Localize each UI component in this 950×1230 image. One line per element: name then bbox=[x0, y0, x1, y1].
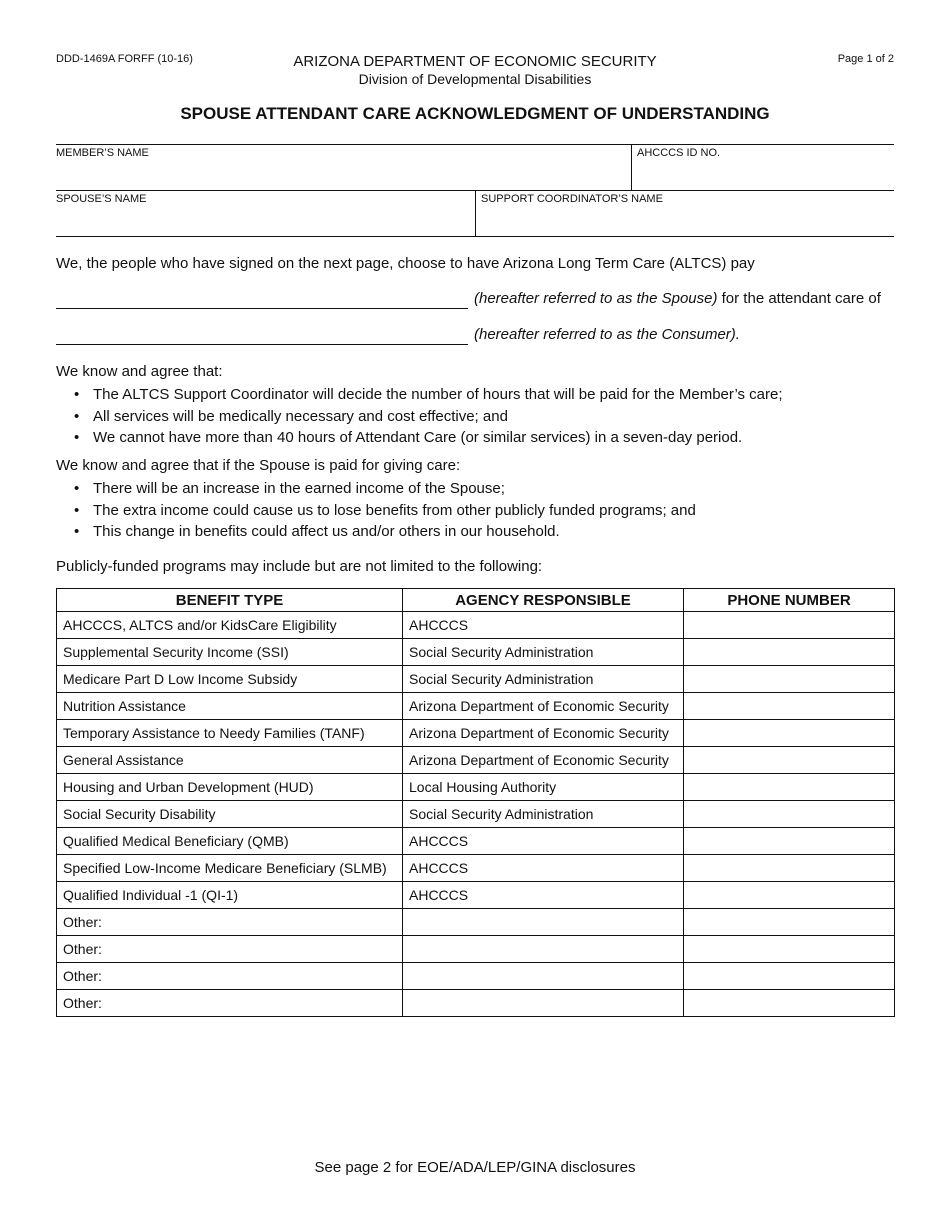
agency-cell: Arizona Department of Economic Security bbox=[403, 693, 684, 720]
agency-cell: AHCCCS bbox=[403, 882, 684, 909]
agency-cell: Social Security Administration bbox=[403, 666, 684, 693]
consumer-reference-text bbox=[474, 326, 740, 343]
benefit-type-cell: AHCCCS, ALTCS and/or KidsCare Eligibility bbox=[57, 612, 403, 639]
table-row bbox=[57, 747, 895, 774]
phone-number-input[interactable] bbox=[690, 780, 888, 795]
agency-input[interactable] bbox=[409, 969, 677, 984]
header-agency-responsible: AGENCY RESPONSIBLE bbox=[403, 589, 684, 612]
phone-number-cell[interactable] bbox=[684, 666, 895, 693]
consumer-ref-italic: (hereafter referred to as the Consumer). bbox=[474, 326, 740, 343]
table-row bbox=[57, 666, 895, 693]
agency-cell[interactable] bbox=[403, 963, 684, 990]
phone-number-cell[interactable] bbox=[684, 990, 895, 1017]
phone-number-input[interactable] bbox=[690, 699, 888, 714]
spouse-name-input[interactable] bbox=[60, 210, 471, 232]
spouse-name-label: SPOUSE’S NAME bbox=[56, 193, 147, 205]
agency-cell: Social Security Administration bbox=[403, 801, 684, 828]
agree2-heading: We know and agree that if the Spouse is paid for giving care: bbox=[56, 457, 461, 474]
table-row bbox=[57, 936, 895, 963]
programs-intro: Publicly-funded programs may include but are not limited to the following: bbox=[56, 558, 543, 575]
benefit-type-cell: Supplemental Security Income (SSI) bbox=[57, 639, 403, 666]
agency-name: ARIZONA DEPARTMENT OF ECONOMIC SECURITY bbox=[293, 53, 657, 70]
agency-cell[interactable] bbox=[403, 936, 684, 963]
agency-cell: Social Security Administration bbox=[403, 639, 684, 666]
agency-cell: AHCCCS bbox=[403, 828, 684, 855]
list-item: • All services will be medically necessary and cost effective; and bbox=[74, 406, 783, 428]
agency-input[interactable] bbox=[409, 942, 677, 957]
form-title: SPOUSE ATTENDANT CARE ACKNOWLEDGMENT OF UNDERSTANDING bbox=[180, 104, 770, 123]
phone-number-input[interactable] bbox=[690, 996, 888, 1011]
phone-number-cell[interactable] bbox=[684, 963, 895, 990]
phone-number-cell[interactable] bbox=[684, 693, 895, 720]
benefit-type-cell: Medicare Part D Low Income Subsidy bbox=[57, 666, 403, 693]
benefit-type-cell: Other: bbox=[57, 963, 403, 990]
table-row bbox=[57, 720, 895, 747]
consumer-name-fill-line[interactable] bbox=[56, 322, 468, 345]
agency-input[interactable] bbox=[409, 996, 677, 1011]
phone-number-input[interactable] bbox=[690, 915, 888, 930]
agree1-list bbox=[74, 384, 783, 449]
member-name-input[interactable] bbox=[60, 164, 627, 186]
spouse-name-fill-line[interactable] bbox=[56, 286, 468, 309]
table-row bbox=[57, 612, 895, 639]
table-row bbox=[57, 990, 895, 1017]
agency-cell: Arizona Department of Economic Security bbox=[403, 747, 684, 774]
agree2-list bbox=[74, 478, 696, 543]
phone-number-input[interactable] bbox=[690, 645, 888, 660]
phone-number-cell[interactable] bbox=[684, 882, 895, 909]
table-row bbox=[57, 693, 895, 720]
table-row bbox=[57, 855, 895, 882]
agree1-heading: We know and agree that: bbox=[56, 363, 223, 380]
member-name-cell bbox=[56, 145, 631, 190]
list-item: • This change in benefits could affect us and/or others in our household. bbox=[74, 521, 696, 543]
table-row bbox=[57, 882, 895, 909]
list-item: • There will be an increase in the earned income of the Spouse; bbox=[74, 478, 696, 500]
support-coordinator-input[interactable] bbox=[480, 210, 890, 232]
phone-number-input[interactable] bbox=[690, 672, 888, 687]
benefit-type-cell: Other: bbox=[57, 909, 403, 936]
division-name: Division of Developmental Disabilities bbox=[358, 71, 592, 87]
phone-number-cell[interactable] bbox=[684, 828, 895, 855]
benefit-type-cell: Qualified Individual -1 (QI-1) bbox=[57, 882, 403, 909]
phone-number-input[interactable] bbox=[690, 726, 888, 741]
list-item: • The extra income could cause us to lose benefits from other publicly funded programs; and bbox=[74, 500, 696, 522]
ahcccs-id-cell bbox=[631, 145, 894, 190]
table-row bbox=[57, 963, 895, 990]
benefit-type-cell: Other: bbox=[57, 936, 403, 963]
benefits-table bbox=[56, 588, 895, 1017]
benefit-type-cell: Housing and Urban Development (HUD) bbox=[57, 774, 403, 801]
phone-number-input[interactable] bbox=[690, 969, 888, 984]
agency-cell[interactable] bbox=[403, 990, 684, 1017]
phone-number-cell[interactable] bbox=[684, 936, 895, 963]
phone-number-input[interactable] bbox=[690, 834, 888, 849]
benefit-type-cell: General Assistance bbox=[57, 747, 403, 774]
phone-number-cell[interactable] bbox=[684, 720, 895, 747]
phone-number-input[interactable] bbox=[690, 618, 888, 633]
spouse-reference-text bbox=[474, 290, 881, 307]
table-row bbox=[57, 801, 895, 828]
ahcccs-id-input[interactable] bbox=[636, 164, 890, 186]
spouse-ref-tail: for the attendant care of bbox=[717, 290, 881, 307]
spouse-name-cell bbox=[56, 191, 475, 236]
intro-line: We, the people who have signed on the next page, choose to have Arizona Long Term Care (ALTCS) pay bbox=[56, 255, 755, 272]
phone-number-input[interactable] bbox=[690, 888, 888, 903]
phone-number-input[interactable] bbox=[690, 942, 888, 957]
table-row bbox=[57, 774, 895, 801]
list-item: • The ALTCS Support Coordinator will decide the number of hours that will be paid for the Member’s care; bbox=[74, 384, 783, 406]
table-header-row bbox=[57, 589, 895, 612]
support-coordinator-label: SUPPORT COORDINATOR’S NAME bbox=[481, 193, 663, 205]
phone-number-cell[interactable] bbox=[684, 612, 895, 639]
phone-number-cell[interactable] bbox=[684, 639, 895, 666]
phone-number-cell[interactable] bbox=[684, 855, 895, 882]
benefit-type-cell: Temporary Assistance to Needy Families (TANF) bbox=[57, 720, 403, 747]
phone-number-cell[interactable] bbox=[684, 774, 895, 801]
agency-cell: Arizona Department of Economic Security bbox=[403, 720, 684, 747]
support-coordinator-cell bbox=[475, 191, 894, 236]
spouse-info-row bbox=[56, 190, 894, 237]
benefit-type-cell: Qualified Medical Beneficiary (QMB) bbox=[57, 828, 403, 855]
benefit-type-cell: Specified Low-Income Medicare Beneficiary (SLMB) bbox=[57, 855, 403, 882]
benefit-type-cell: Social Security Disability bbox=[57, 801, 403, 828]
agency-cell: AHCCCS bbox=[403, 855, 684, 882]
form-id: DDD-1469A FORFF (10-16) bbox=[56, 53, 193, 65]
phone-number-input[interactable] bbox=[690, 753, 888, 768]
phone-number-input[interactable] bbox=[690, 861, 888, 876]
table-row bbox=[57, 828, 895, 855]
member-info-row bbox=[56, 144, 894, 190]
header-phone-number: PHONE NUMBER bbox=[684, 589, 895, 612]
agency-cell[interactable] bbox=[403, 909, 684, 936]
member-name-label: MEMBER’S NAME bbox=[56, 147, 149, 159]
benefit-type-cell: Nutrition Assistance bbox=[57, 693, 403, 720]
header-benefit-type: BENEFIT TYPE bbox=[57, 589, 403, 612]
list-item: • We cannot have more than 40 hours of Attendant Care (or similar services) in a seven-day period. bbox=[74, 427, 783, 449]
benefits-table-body bbox=[57, 612, 895, 1017]
table-row bbox=[57, 639, 895, 666]
benefit-type-cell: Other: bbox=[57, 990, 403, 1017]
agency-input[interactable] bbox=[409, 915, 677, 930]
page-number: Page 1 of 2 bbox=[837, 53, 894, 65]
phone-number-cell[interactable] bbox=[684, 909, 895, 936]
agency-cell: Local Housing Authority bbox=[403, 774, 684, 801]
phone-number-cell[interactable] bbox=[684, 747, 895, 774]
spouse-ref-italic: (hereafter referred to as the Spouse) bbox=[474, 290, 718, 307]
ahcccs-id-label: AHCCCS ID NO. bbox=[637, 147, 721, 159]
footer-disclosure-note: See page 2 for EOE/ADA/LEP/GINA disclosures bbox=[314, 1159, 636, 1176]
table-row bbox=[57, 909, 895, 936]
agency-cell: AHCCCS bbox=[403, 612, 684, 639]
phone-number-cell[interactable] bbox=[684, 801, 895, 828]
phone-number-input[interactable] bbox=[690, 807, 888, 822]
